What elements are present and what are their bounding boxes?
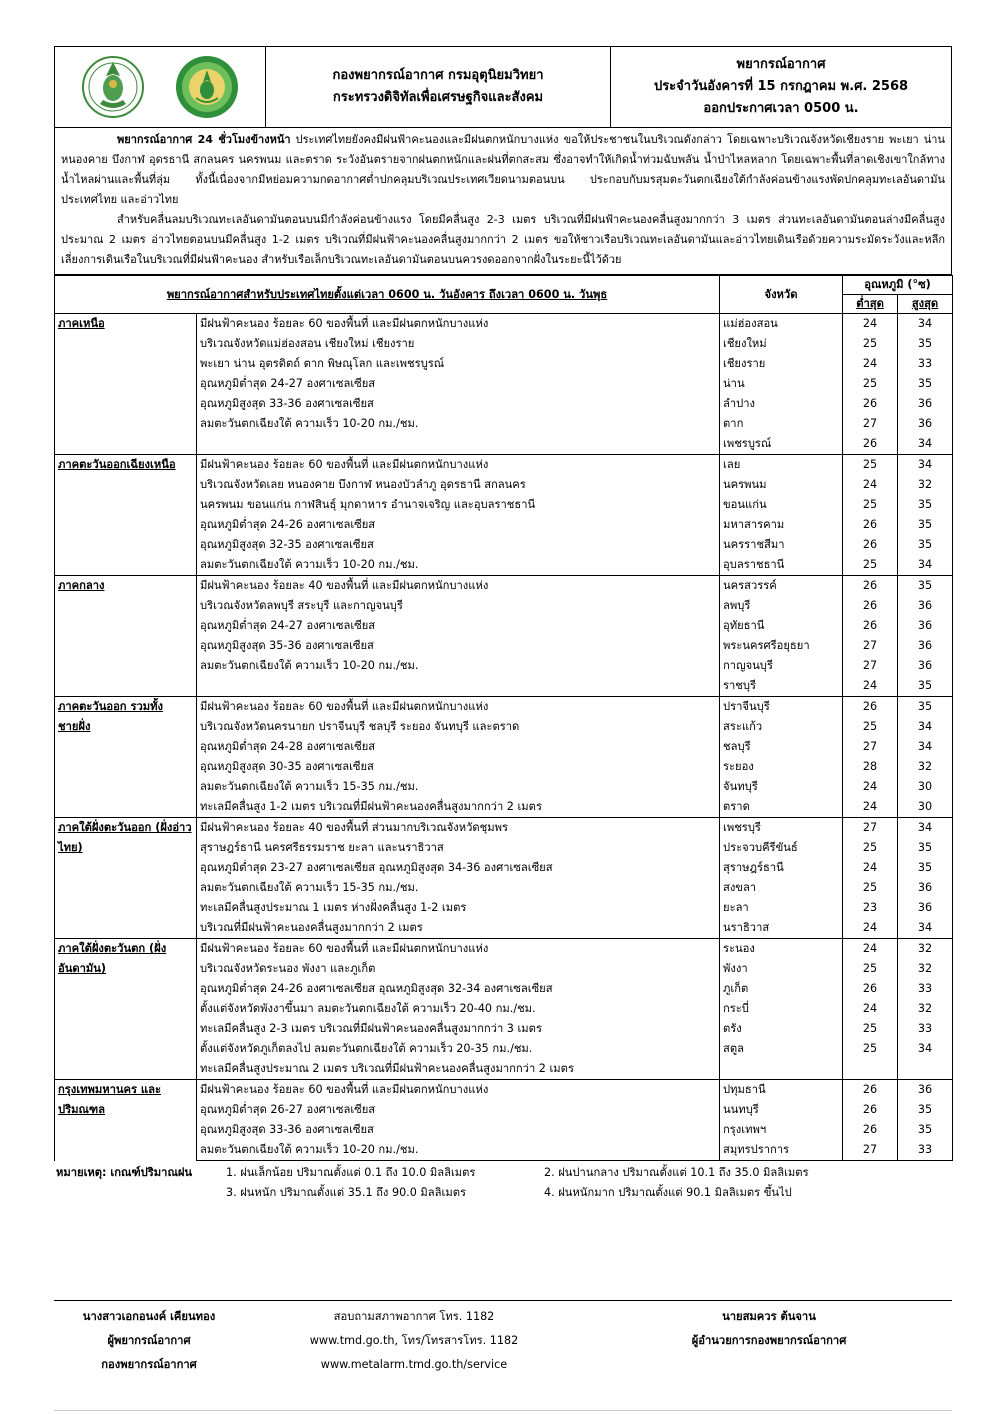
province-max-temp: 35: [898, 858, 953, 878]
forecaster-name: นางสาวเอกอนงค์ เคียนทอง: [82, 1310, 216, 1323]
province-min-temp: 24: [843, 676, 898, 697]
province-name: ลพบุรี: [720, 596, 843, 616]
province-max-temp: 35: [898, 1120, 953, 1140]
ministry-logo-icon: [78, 54, 148, 120]
region-forecast-line: อุณหภูมิต่ำสุด 24-27 องศาเซลเซียส: [197, 374, 720, 394]
province-name: ตาก: [720, 414, 843, 434]
province-min-temp: 24: [843, 475, 898, 495]
province-min-temp: 26: [843, 596, 898, 616]
province-min-temp: 25: [843, 838, 898, 858]
region-forecast-line: อุณหภูมิต่ำสุด 26-27 องศาเซลเซียส: [197, 1100, 720, 1120]
province-min-temp: 25: [843, 495, 898, 515]
region-forecast-line: อุณหภูมิต่ำสุด 24-26 องศาเซลเซียส: [197, 515, 720, 535]
province-name: เชียงใหม่: [720, 334, 843, 354]
province-max-temp: 34: [898, 1039, 953, 1059]
province-max-temp: 35: [898, 576, 953, 597]
province-name: ลำปาง: [720, 394, 843, 414]
table-header-main: พยากรณ์อากาศสำหรับประเทศไทยตั้งแต่เวลา 0600 น. วันอังคาร ถึงเวลา 0600 น. วันพุธ: [55, 276, 720, 314]
table-row: [55, 1080, 953, 1101]
province-max-temp: 33: [898, 354, 953, 374]
province-min-temp: 27: [843, 818, 898, 839]
province-max-temp: 36: [898, 596, 953, 616]
region-forecast-line: มีฝนฟ้าคะนอง ร้อยละ 60 ของพื้นที่ และมีฝนตกหนักบางแห่ง: [197, 455, 720, 476]
province-name: ระยอง: [720, 757, 843, 777]
province-max-temp: 34: [898, 434, 953, 455]
title-line-3: ออกประกาศเวลา 0500 น.: [703, 101, 859, 116]
table-header-max: สูงสุด: [898, 295, 953, 314]
region-forecast-line: บริเวณจังหวัดแม่ฮ่องสอน เชียงใหม่ เชียงราย: [197, 334, 720, 354]
province-min-temp: 24: [843, 314, 898, 335]
department-line-1: กองพยากรณ์อากาศ กรมอุตุนิยมวิทยา: [332, 68, 544, 83]
province-min-temp: 28: [843, 757, 898, 777]
province-max-temp: 36: [898, 394, 953, 414]
region-forecast-line: อุณหภูมิต่ำสุด 24-27 องศาเซลเซียส: [197, 616, 720, 636]
province-min-temp: 25: [843, 334, 898, 354]
province-name: พระนครศรีอยุธยา: [720, 636, 843, 656]
province-name: น่าน: [720, 374, 843, 394]
region-forecast-line: สุราษฎร์ธานี นครศรีธรรมราช ยะลา และนราธิวาส: [197, 838, 720, 858]
forecast-table: [54, 275, 953, 1161]
summary-paragraph-2: สำหรับคลื่นลมบริเวณทะเลอันดามันตอนบนมีกำลังค่อนข้างแรง โดยมีคลื่นสูง 2-3 เมตร บริเวณที่มีฝนฟ้าคะนองคลื่นสูงมากกว่า 3 เมตร ส่วนทะเลอันดามันตอนล่างมีคลื่นสูงประมาณ 2 เมตร อ่าวไทยตอนบนมีคลื่นสูง 1-2 เมตร บริเวณที่มีฝนฟ้าคะนองคลื่นสูงมากกว่า 2 เมตร ขอให้ชาวเรือบริเวณทะเลอันดามันและอ่าวไทยเดินเรือด้วยความระมัดระวังและหลีกเลี่ยงการเดินเรือในบริเวณที่มีฝนฟ้าคะนอง สำหรับเรือเล็กบริเวณทะเลอันดามันตอนบนควรงดออกจากฝั่งในระยะนี้ไว้ด้วย: [61, 213, 945, 266]
province-max-temp: 36: [898, 656, 953, 676]
province-min-temp: 26: [843, 616, 898, 636]
region-forecast-line: ลมตะวันตกเฉียงใต้ ความเร็ว 10-20 กม./ชม.: [197, 656, 720, 676]
province-name: อุบลราชธานี: [720, 555, 843, 576]
province-min-temp: 25: [843, 1039, 898, 1059]
province-max-temp: 32: [898, 939, 953, 960]
province-max-temp: 33: [898, 1140, 953, 1161]
province-max-temp: 32: [898, 959, 953, 979]
province-name: ยะลา: [720, 898, 843, 918]
region-forecast-line: บริเวณจังหวัดลพบุรี สระบุรี และกาญจนบุรี: [197, 596, 720, 616]
region-name: ภาคเหนือ: [55, 314, 197, 455]
province-max-temp: 35: [898, 535, 953, 555]
forecast-document: [54, 46, 952, 1207]
province-name: สุราษฎร์ธานี: [720, 858, 843, 878]
province-min-temp: 25: [843, 374, 898, 394]
province-min-temp: 26: [843, 535, 898, 555]
province-name: ระนอง: [720, 939, 843, 960]
province-name: นครพนม: [720, 475, 843, 495]
province-max-temp: 35: [898, 515, 953, 535]
region-forecast-line: [197, 434, 720, 455]
director-signature-block: [644, 1305, 894, 1353]
province-max-temp: 36: [898, 636, 953, 656]
table-row: [55, 697, 953, 718]
province-max-temp: 35: [898, 495, 953, 515]
region-forecast-line: ทะเลมีคลื่นสูง 2-3 เมตร บริเวณที่มีฝนฟ้าคะนองคลื่นสูงมากกว่า 3 เมตร: [197, 1019, 720, 1039]
province-name: เพชรบุรี: [720, 818, 843, 839]
province-min-temp: 26: [843, 697, 898, 718]
province-name: เลย: [720, 455, 843, 476]
logo-area: [55, 47, 266, 127]
province-max-temp: 32: [898, 475, 953, 495]
province-min-temp: 24: [843, 777, 898, 797]
contact-block: [254, 1305, 574, 1377]
province-name: นราธิวาส: [720, 918, 843, 939]
province-name: จันทบุรี: [720, 777, 843, 797]
summary-lead: พยากรณ์อากาศ 24 ชั่วโมงข้างหน้า: [117, 133, 291, 146]
province-max-temp: 35: [898, 838, 953, 858]
region-forecast-line: บริเวณที่มีฝนฟ้าคะนองคลื่นสูงมากกว่า 2 เมตร: [197, 918, 720, 939]
forecaster-role: ผู้พยากรณ์อากาศ: [107, 1334, 191, 1347]
province-name: ชลบุรี: [720, 737, 843, 757]
region-forecast-line: มีฝนฟ้าคะนอง ร้อยละ 40 ของพื้นที่ ส่วนมากบริเวณจังหวัดชุมพร: [197, 818, 720, 839]
rain-criteria-note: [54, 1163, 952, 1207]
region-forecast-line: ตั้งแต่จังหวัดพังงาขึ้นมา ลมตะวันตกเฉียงใต้ ความเร็ว 20-40 กม./ชม.: [197, 999, 720, 1019]
province-min-temp: 27: [843, 737, 898, 757]
province-name: ภูเก็ต: [720, 979, 843, 999]
province-name: ปราจีนบุรี: [720, 697, 843, 718]
table-header-province: จังหวัด: [720, 276, 843, 314]
province-min-temp: 26: [843, 515, 898, 535]
province-max-temp: 36: [898, 616, 953, 636]
note-item-3: 3. ฝนหนัก ปริมาณตั้งแต่ 35.1 ถึง 90.0 มิลลิเมตร: [226, 1186, 466, 1199]
province-min-temp: 24: [843, 999, 898, 1019]
province-name: สระแก้ว: [720, 717, 843, 737]
province-name: พังงา: [720, 959, 843, 979]
province-name: ขอนแก่น: [720, 495, 843, 515]
forecast-table-body: [55, 314, 953, 1161]
table-row: [55, 818, 953, 839]
province-min-temp: 26: [843, 1080, 898, 1101]
note-item-1: 1. ฝนเล็กน้อย ปริมาณตั้งแต่ 0.1 ถึง 10.0 มิลลิเมตร: [226, 1166, 476, 1179]
table-row: [55, 455, 953, 476]
region-name: ภาคตะวันออก รวมทั้งชายฝั่ง: [55, 697, 197, 818]
department-logo-icon: [172, 54, 242, 120]
province-max-temp: 34: [898, 918, 953, 939]
province-name: นนทบุรี: [720, 1100, 843, 1120]
region-forecast-line: ตั้งแต่จังหวัดภูเก็ตลงไป ลมตะวันตกเฉียงใต้ ความเร็ว 20-35 กม./ชม.: [197, 1039, 720, 1059]
province-max-temp: 34: [898, 455, 953, 476]
province-max-temp: 34: [898, 555, 953, 576]
province-max-temp: 33: [898, 979, 953, 999]
director-role: ผู้อำนวยการกองพยากรณ์อากาศ: [691, 1334, 847, 1347]
forecast-summary: [54, 128, 952, 275]
province-max-temp: 32: [898, 999, 953, 1019]
province-max-temp: [898, 1059, 953, 1080]
province-max-temp: 36: [898, 1080, 953, 1101]
province-min-temp: 25: [843, 455, 898, 476]
province-name: เพชรบูรณ์: [720, 434, 843, 455]
region-forecast-line: ทะเลมีคลื่นสูงประมาณ 2 เมตร บริเวณที่มีฝนฟ้าคะนองคลื่นสูงมากกว่า 2 เมตร: [197, 1059, 720, 1080]
province-max-temp: 34: [898, 818, 953, 839]
province-name: สงขลา: [720, 878, 843, 898]
region-name: ภาคใต้ฝั่งตะวันตก (ฝั่งอันดามัน): [55, 939, 197, 1080]
province-name: ตรัง: [720, 1019, 843, 1039]
region-forecast-line: ลมตะวันตกเฉียงใต้ ความเร็ว 15-35 กม./ชม.: [197, 777, 720, 797]
province-min-temp: 26: [843, 434, 898, 455]
region-forecast-line: มีฝนฟ้าคะนอง ร้อยละ 60 ของพื้นที่ และมีฝนตกหนักบางแห่ง: [197, 1080, 720, 1101]
province-name: [720, 1059, 843, 1080]
region-name: ภาคตะวันออกเฉียงเหนือ: [55, 455, 197, 576]
region-forecast-line: มีฝนฟ้าคะนอง ร้อยละ 40 ของพื้นที่ และมีฝนตกหนักบางแห่ง: [197, 576, 720, 597]
contact-phone: สอบถามสภาพอากาศ โทร. 1182: [333, 1310, 495, 1323]
province-name: ปทุมธานี: [720, 1080, 843, 1101]
province-min-temp: 27: [843, 414, 898, 434]
forecast-title: [611, 47, 951, 127]
region-forecast-line: อุณหภูมิต่ำสุด 23-27 องศาเซลเซียส อุณหภูมิสูงสุด 34-36 องศาเซลเซียส: [197, 858, 720, 878]
province-min-temp: 24: [843, 797, 898, 818]
summary-text-1: ประเทศไทยยังคงมีฝนฟ้าคะนองและมีฝนตกหนักบางแห่ง ขอให้ประชาชนในบริเวณดังกล่าว โดยเฉพาะบริเวณจังหวัดเชียงราย พะเยา น่าน หนองคาย บึงกาฬ อุดรธานี สกลนคร นครพนม และตราด ระวังอันตรายจากฝนตกหนักและฝนที่ตกสะสม ซึ่งอาจทำให้เกิดน้ำท่วมฉับพลัน น้ำป่าไหลหลาก โดยเฉพาะพื้นที่ลาดเชิงเขาใกล้ทางน้ำไหลผ่านและพื้นที่ลุ่ม ทั้งนี้เนื่องจากมีหย่อมความกดอากาศต่ำปกคลุมบริเวณประเทศเวียดนามตอนบน ประกอบกับมรสุมตะวันตกเฉียงใต้กำลังค่อนข้างแรงพัดปกคลุมทะเลอันดามัน ประเทศไทย และอ่าวไทย: [61, 133, 945, 206]
region-forecast-line: มีฝนฟ้าคะนอง ร้อยละ 60 ของพื้นที่ และมีฝนตกหนักบางแห่ง: [197, 939, 720, 960]
region-forecast-line: ทะเลมีคลื่นสูงประมาณ 1 เมตร ห่างฝั่งคลื่นสูง 1-2 เมตร: [197, 898, 720, 918]
note-item-4: 4. ฝนหนักมาก ปริมาณตั้งแต่ 90.1 มิลลิเมตร ขึ้นไป: [544, 1186, 792, 1199]
document-header: [54, 46, 952, 128]
table-row: [55, 939, 953, 960]
province-name: กรุงเทพฯ: [720, 1120, 843, 1140]
region-forecast-line: อุณหภูมิต่ำสุด 24-26 องศาเซลเซียส อุณหภูมิสูงสุด 32-34 องศาเซลเซียส: [197, 979, 720, 999]
contact-service-link[interactable]: www.metalarm.tmd.go.th/service: [320, 1358, 508, 1371]
region-forecast-line: มีฝนฟ้าคะนอง ร้อยละ 60 ของพื้นที่ และมีฝนตกหนักบางแห่ง: [197, 697, 720, 718]
region-forecast-line: อุณหภูมิสูงสุด 35-36 องศาเซลเซียส: [197, 636, 720, 656]
region-forecast-line: อุณหภูมิสูงสุด 30-35 องศาเซลเซียส: [197, 757, 720, 777]
director-name: นายสมควร ต้นจาน: [722, 1310, 816, 1323]
table-header-temperature: อุณหภูมิ (°ซ): [843, 276, 953, 295]
province-max-temp: 32: [898, 757, 953, 777]
province-name: อุทัยธานี: [720, 616, 843, 636]
note-label: หมายเหตุ: เกณฑ์ปริมาณฝน: [56, 1166, 193, 1179]
title-line-2: ประจำวันอังคารที่ 15 กรกฎาคม พ.ศ. 2568: [653, 79, 909, 94]
province-max-temp: 30: [898, 797, 953, 818]
province-min-temp: 25: [843, 959, 898, 979]
province-name: เชียงราย: [720, 354, 843, 374]
province-min-temp: 24: [843, 918, 898, 939]
province-max-temp: 35: [898, 334, 953, 354]
document-footer: [54, 1300, 952, 1371]
region-forecast-line: [197, 676, 720, 697]
province-min-temp: 26: [843, 1120, 898, 1140]
region-forecast-line: อุณหภูมิสูงสุด 33-36 องศาเซลเซียส: [197, 1120, 720, 1140]
province-max-temp: 33: [898, 1019, 953, 1039]
region-forecast-line: ลมตะวันตกเฉียงใต้ ความเร็ว 10-20 กม./ชม.: [197, 555, 720, 576]
province-min-temp: 26: [843, 394, 898, 414]
province-min-temp: 25: [843, 717, 898, 737]
region-forecast-line: บริเวณจังหวัดเลย หนองคาย บึงกาฬ หนองบัวลำภู อุดรธานี สกลนคร: [197, 475, 720, 495]
table-row: [55, 576, 953, 597]
forecaster-signature-block: [54, 1305, 244, 1377]
province-min-temp: 25: [843, 555, 898, 576]
table-row: [55, 314, 953, 335]
title-line-1: พยากรณ์อากาศ: [736, 57, 826, 72]
summary-paragraph-1: [61, 130, 945, 210]
province-max-temp: 36: [898, 414, 953, 434]
note-item-2: 2. ฝนปานกลาง ปริมาณตั้งแต่ 10.1 ถึง 35.0 มิลลิเมตร: [544, 1166, 809, 1179]
province-max-temp: 35: [898, 697, 953, 718]
province-max-temp: 36: [898, 878, 953, 898]
province-min-temp: [843, 1059, 898, 1080]
province-min-temp: 27: [843, 636, 898, 656]
region-forecast-line: บริเวณจังหวัดนครนายก ปราจีนบุรี ชลบุรี ระยอง จันทบุรี และตราด: [197, 717, 720, 737]
region-forecast-line: มีฝนฟ้าคะนอง ร้อยละ 60 ของพื้นที่ และมีฝนตกหนักบางแห่ง: [197, 314, 720, 335]
region-forecast-line: พะเยา น่าน อุตรดิตถ์ ตาก พิษณุโลก และเพชรบูรณ์: [197, 354, 720, 374]
province-min-temp: 26: [843, 979, 898, 999]
province-max-temp: 34: [898, 737, 953, 757]
forecaster-department: กองพยากรณ์อากาศ: [101, 1358, 197, 1371]
province-max-temp: 34: [898, 717, 953, 737]
province-name: สมุทรปราการ: [720, 1140, 843, 1161]
province-name: แม่ฮ่องสอน: [720, 314, 843, 335]
province-max-temp: 34: [898, 314, 953, 335]
department-line-2: กระทรวงดิจิทัลเพื่อเศรษฐกิจและสังคม: [332, 90, 544, 105]
province-max-temp: 35: [898, 374, 953, 394]
province-min-temp: 26: [843, 576, 898, 597]
province-name: นครราชสีมา: [720, 535, 843, 555]
province-name: ประจวบคีรีขันธ์: [720, 838, 843, 858]
contact-website[interactable]: www.tmd.go.th, โทร/โทรสารโทร. 1182: [309, 1334, 519, 1347]
region-forecast-line: บริเวณจังหวัดระนอง พังงา และภูเก็ต: [197, 959, 720, 979]
province-max-temp: 36: [898, 898, 953, 918]
province-min-temp: 25: [843, 878, 898, 898]
region-name: ภาคกลาง: [55, 576, 197, 697]
region-forecast-line: ลมตะวันตกเฉียงใต้ ความเร็ว 10-20 กม./ชม.: [197, 414, 720, 434]
province-min-temp: 25: [843, 1019, 898, 1039]
table-header-min: ต่ำสุด: [843, 295, 898, 314]
province-max-temp: 30: [898, 777, 953, 797]
province-name: มหาสารคาม: [720, 515, 843, 535]
region-forecast-line: ทะเลมีคลื่นสูง 1-2 เมตร บริเวณที่มีฝนฟ้าคะนองคลื่นสูงมากกว่า 2 เมตร: [197, 797, 720, 818]
province-name: กาญจนบุรี: [720, 656, 843, 676]
province-max-temp: 35: [898, 1100, 953, 1120]
department-name: [266, 47, 611, 127]
province-min-temp: 23: [843, 898, 898, 918]
province-name: ราชบุรี: [720, 676, 843, 697]
province-max-temp: 35: [898, 676, 953, 697]
region-forecast-line: อุณหภูมิสูงสุด 32-35 องศาเซลเซียส: [197, 535, 720, 555]
province-name: นครสวรรค์: [720, 576, 843, 597]
region-forecast-line: นครพนม ขอนแก่น กาฬสินธุ์ มุกดาหาร อำนาจเจริญ และอุบลราชธานี: [197, 495, 720, 515]
bottom-divider: [54, 1410, 952, 1411]
province-name: สตูล: [720, 1039, 843, 1059]
province-min-temp: 24: [843, 939, 898, 960]
province-min-temp: 27: [843, 656, 898, 676]
province-min-temp: 24: [843, 354, 898, 374]
region-name: ภาคใต้ฝั่งตะวันออก (ฝั่งอ่าวไทย): [55, 818, 197, 939]
province-min-temp: 24: [843, 858, 898, 878]
province-min-temp: 26: [843, 1100, 898, 1120]
region-name: กรุงเทพมหานคร และปริมณฑล: [55, 1080, 197, 1161]
region-forecast-line: ลมตะวันตกเฉียงใต้ ความเร็ว 15-35 กม./ชม.: [197, 878, 720, 898]
province-name: ตราด: [720, 797, 843, 818]
province-name: กระบี่: [720, 999, 843, 1019]
region-forecast-line: อุณหภูมิสูงสุด 33-36 องศาเซลเซียส: [197, 394, 720, 414]
province-min-temp: 27: [843, 1140, 898, 1161]
region-forecast-line: ลมตะวันตกเฉียงใต้ ความเร็ว 10-20 กม./ชม.: [197, 1140, 720, 1161]
region-forecast-line: อุณหภูมิต่ำสุด 24-28 องศาเซลเซียส: [197, 737, 720, 757]
